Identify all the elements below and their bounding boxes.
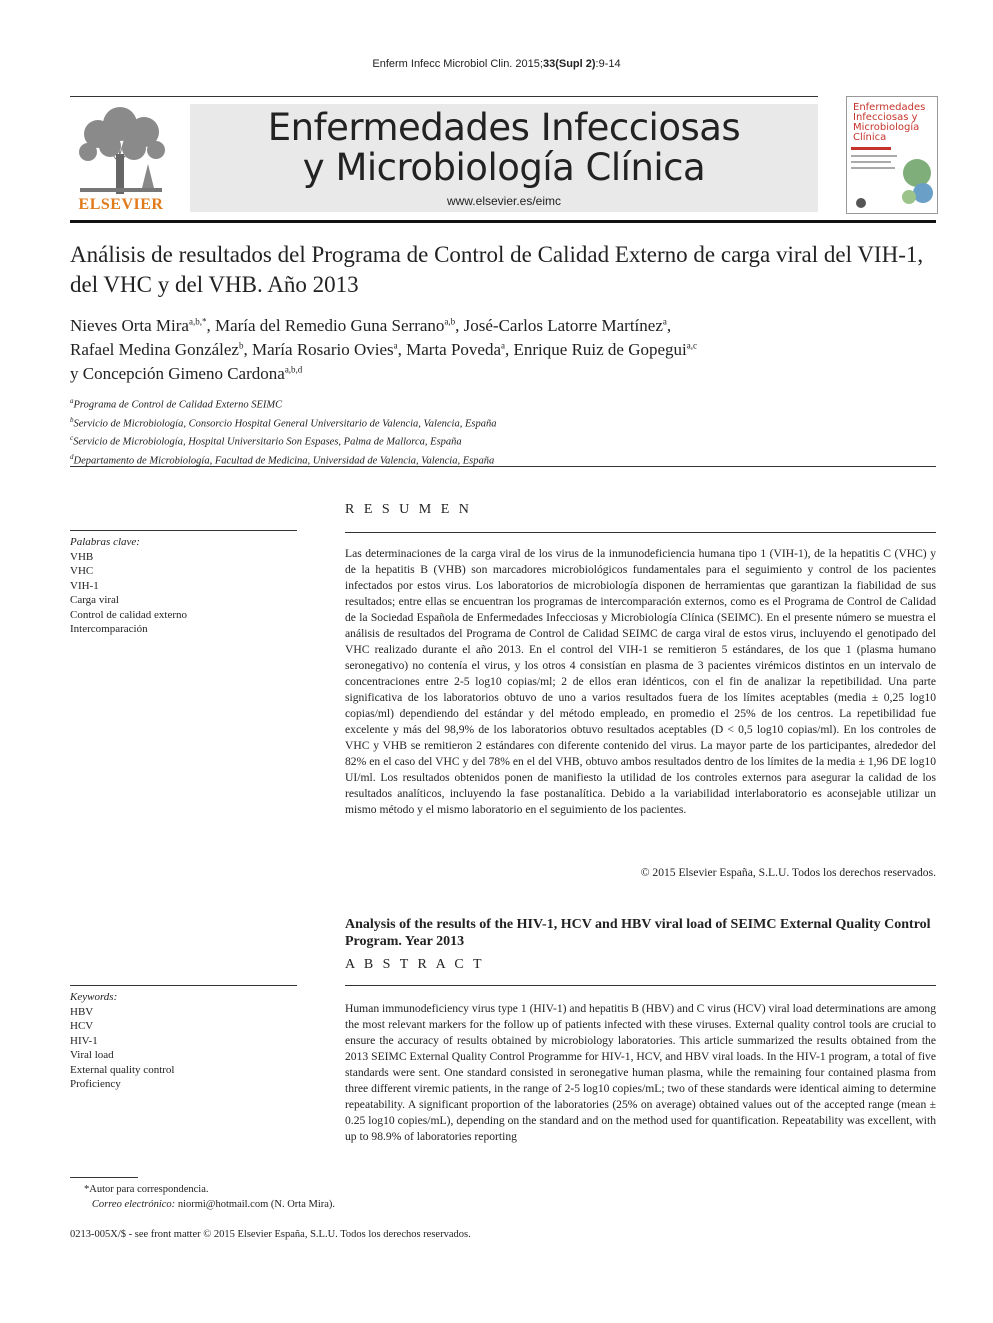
affiliation-marker: c [70, 434, 74, 442]
cover-title [853, 103, 925, 143]
journal-url[interactable]: www.elsevier.es/eimc [446, 194, 562, 208]
journal-title [190, 108, 818, 188]
cover-title-line2: Infecciosas y [853, 112, 918, 123]
author-affiliation-marker: a,b [444, 316, 456, 327]
keywords-es-rule [70, 530, 297, 531]
email-note [84, 1197, 684, 1212]
resumen-text: Las determinaciones de la carga viral de los virus de la inmunodeficiencia humana tipo 1 (VIH-1), de la hepatitis C (VHC) y de la hepatitis B (VHB) son marcadores microbiológicos fundamentales para el seguimiento y control de los pacientes infectados por estos virus. Los laboratorios de microbiología disponen de herramientas que garantizan la fiabilidad de sus resultados; entre ellas se encuentran los programas de intercomparación externos, como es el Programa de Control de Calidad de la Sociedad Española de Enfermedades Infecciosas y Microbiología Clínica (SEIMC). En el presente número se muestra el análisis de resultados del Programa de Control de Calidad SEIMC de carga viral de estos virus, incluyendo el genotipado del VHC realizado durante el año 2013. En el control del VIH-1 se remitieron 5 estándares, de los que 1 (plasma humano seronegativo) no contenía el virus, y los otros 4 consistían en plasma de 3 pacientes virémicos distintos en un intervalo de concentraciones entre 2-5 log10 copias/ml; 2 de ellos eran idénticos, con el fin de analizar la repetibilidad. Una parte significativa de los laboratorios obtuvo de uno a varios resultados fuera de los límites aceptables (media ± 0,25 log10 copias/ml) dependiendo del estándar y del método empleado, en promedio el 25% de los centros. La repetibilidad fue excelente y más del 98,9% de los laboratorios obtuvo resultados aceptables (D < 0,5 log10 copias/ml). En los controles de VHC y VHB se remitieron 2 estándares con diferente contenido del virus. La mayor parte de los participantes, alrededor del 82% en el caso del VHC y del 78% en el del VHB, obtuvo ambos resultados dentro de los límites de la media ± 1,96 DE log10 UI/ml. Los resultados obtenidos ponen de manifiesto la utilidad de los controles externos para asegurar la calidad de los resultados analíticos, incluyendo la fase postanalítica. Debido a la variabilidad interlaboratorio es aconsejable utilizar un mismo método y el mismo laboratorio en el seguimiento de los pacientes. [345, 547, 936, 816]
cover-title-line1: Enfermedades [853, 102, 926, 113]
affiliation-text: Servicio de Microbiología, Consorcio Hospital General Universitario de Valencia, Valencia, España [73, 418, 497, 429]
author[interactable]: María del Remedio Guna Serrano [214, 316, 445, 335]
keyword: HIV-1 [70, 1034, 98, 1047]
author[interactable]: Nieves Orta Mira [70, 316, 189, 335]
affiliation [70, 413, 936, 432]
affiliation-marker: a [70, 397, 74, 405]
affiliation [70, 431, 936, 450]
affiliation-text: Departamento de Microbiología, Facultad de Medicina, Universidad de Valencia, Valencia, España [73, 455, 495, 466]
author-list: Nieves Orta Mira$^{a,b,*}$, María del Remedio Guna Serrano$^{a,b}$, José-Carlos Latorre Martínez$^a$, Rafael Medina González$^b$, María Rosario Ovies$^a$, Marta Poveda$^a$, Enrique Ruiz de Gopegui$^{a,c}$ y Concepción Gimeno Cardona$^{a,b,d}$ [70, 316, 698, 383]
keywords-en-rule [70, 985, 297, 986]
affiliation [70, 394, 936, 413]
cover-artwork [847, 145, 937, 213]
keyword: VIH-1 [70, 579, 99, 592]
keyword: HCV [70, 1020, 94, 1032]
abstract-heading: A B S T R A C T [345, 957, 485, 972]
journal-title-line1: Enfermedades Infecciosas [267, 106, 741, 149]
corresponding-author-note: *Autor para correspondencia. [84, 1184, 209, 1195]
author-affiliation-marker: a [662, 316, 667, 327]
author-affiliation-marker: a [393, 340, 398, 351]
header-bottom-rule [70, 220, 936, 223]
article-title: Análisis de resultados del Programa de Control de Calidad Externo de carga viral del VIH-1, del VHC y del VHB. Año 2013 [70, 242, 924, 297]
resumen-copyright: © 2015 Elsevier España, S.L.U. Todos los derechos reservados. [640, 866, 936, 879]
keyword: External quality control [70, 1063, 175, 1076]
keyword: VHC [70, 565, 94, 577]
citation-journal: Enferm Infecc Microbiol Clin. 2015; [372, 58, 543, 70]
affiliation-text: Servicio de Microbiología, Hospital Universitario Son Espases, Palma de Mallorca, España [73, 436, 462, 448]
cover-title-line4: Clínica [853, 132, 887, 143]
corresponding-author-text: Autor para correspondencia. [89, 1184, 209, 1195]
header-top-rule [70, 96, 818, 97]
cover-title-line3: Microbiología [853, 122, 920, 133]
affiliations [70, 394, 936, 468]
author[interactable]: Marta Poveda [406, 340, 502, 359]
author-affiliation-marker: a,c [686, 340, 698, 351]
keyword: VHB [70, 550, 94, 563]
keyword: HBV [70, 1005, 94, 1018]
author[interactable]: María Rosario Ovies [251, 340, 394, 359]
keywords-es [70, 535, 297, 637]
abstract-rule [345, 985, 936, 986]
resumen-heading: R E S U M E N [345, 502, 472, 517]
citation-volume: 33(Supl 2) [542, 58, 596, 70]
front-matter-line: 0213-005X/$ - see front matter © 2015 Elsevier España, S.L.U. Todos los derechos reservados. [70, 1229, 471, 1240]
keywords-en-label: Keywords: [70, 991, 118, 1003]
resumen-rule [345, 532, 936, 533]
email-link[interactable]: niormi@hotmail.com (N. Orta Mira). [177, 1199, 336, 1210]
publisher-name: ELSEVIER [78, 196, 164, 213]
keywords-es-label: Palabras clave: [70, 536, 140, 548]
section-divider [70, 466, 936, 467]
author-affiliation-marker: a,b,d [284, 364, 303, 375]
affiliation-marker: d [70, 452, 74, 461]
author[interactable]: José-Carlos Latorre Martínez [463, 316, 663, 335]
author-affiliation-marker: b [238, 340, 244, 351]
citation-pages: :9-14 [595, 58, 621, 70]
footnotes [84, 1182, 684, 1212]
footnote-rule [70, 1177, 138, 1178]
author-affiliation-marker: a [501, 340, 506, 351]
author[interactable]: Enrique Ruiz de Gopegui [513, 340, 687, 359]
journal-citation [0, 58, 993, 70]
abstract-text: Human immunodeficiency virus type 1 (HIV-1) and hepatitis B (HBV) and C virus (HCV) viral load determinations are among the most relevant markers for the follow up of patients infected with these viruses. External quality control tools are crucial to ensure the accuracy of results obtained by microbiology laboratories. This article summarized the results obtained from the 2013 SEIMC External Quality Control Programme for HIV-1, HCV, and HBV viral loads. In the HIV-1 program, a total of five standards were sent. One standard consisted in seronegative human plasma, while the remaining four contained plasma from three different viremic patients, in the range of 2-5 log10 copies/mL; two of these standards were identical aiming to determine repeatability. A significant proportion of the laboratories (25% on average) obtained values out of the accepted range (mean ± 0.25 log10 copies/mL), depending on the standard and on the method used for quantification. Repeatability was excellent, with up to 98.9% of laboratories reporting [345, 1002, 936, 1143]
email-label: Correo electrónico: [91, 1199, 176, 1210]
journal-cover-thumbnail [846, 96, 938, 214]
keywords-en [70, 990, 297, 1092]
journal-title-line2: y Microbiología Clínica [302, 146, 706, 189]
author[interactable]: Concepción Gimeno Cardona [82, 364, 285, 383]
keyword: Viral load [70, 1049, 114, 1061]
author-affiliation-marker: a,b,* [188, 316, 207, 327]
keyword: Intercomparación [70, 623, 148, 635]
affiliation-text: Programa de Control de Calidad Externo SEIMC [73, 399, 283, 411]
keyword: Control de calidad externo [70, 608, 187, 621]
english-title: Analysis of the results of the HIV-1, HCV and HBV viral load of SEIMC External Quality Control Program. Year 2013 [345, 917, 931, 949]
keyword: Carga viral [70, 594, 119, 606]
author[interactable]: Rafael Medina González [70, 340, 239, 359]
affiliation-marker: b [70, 415, 74, 424]
keyword: Proficiency [70, 1078, 121, 1090]
